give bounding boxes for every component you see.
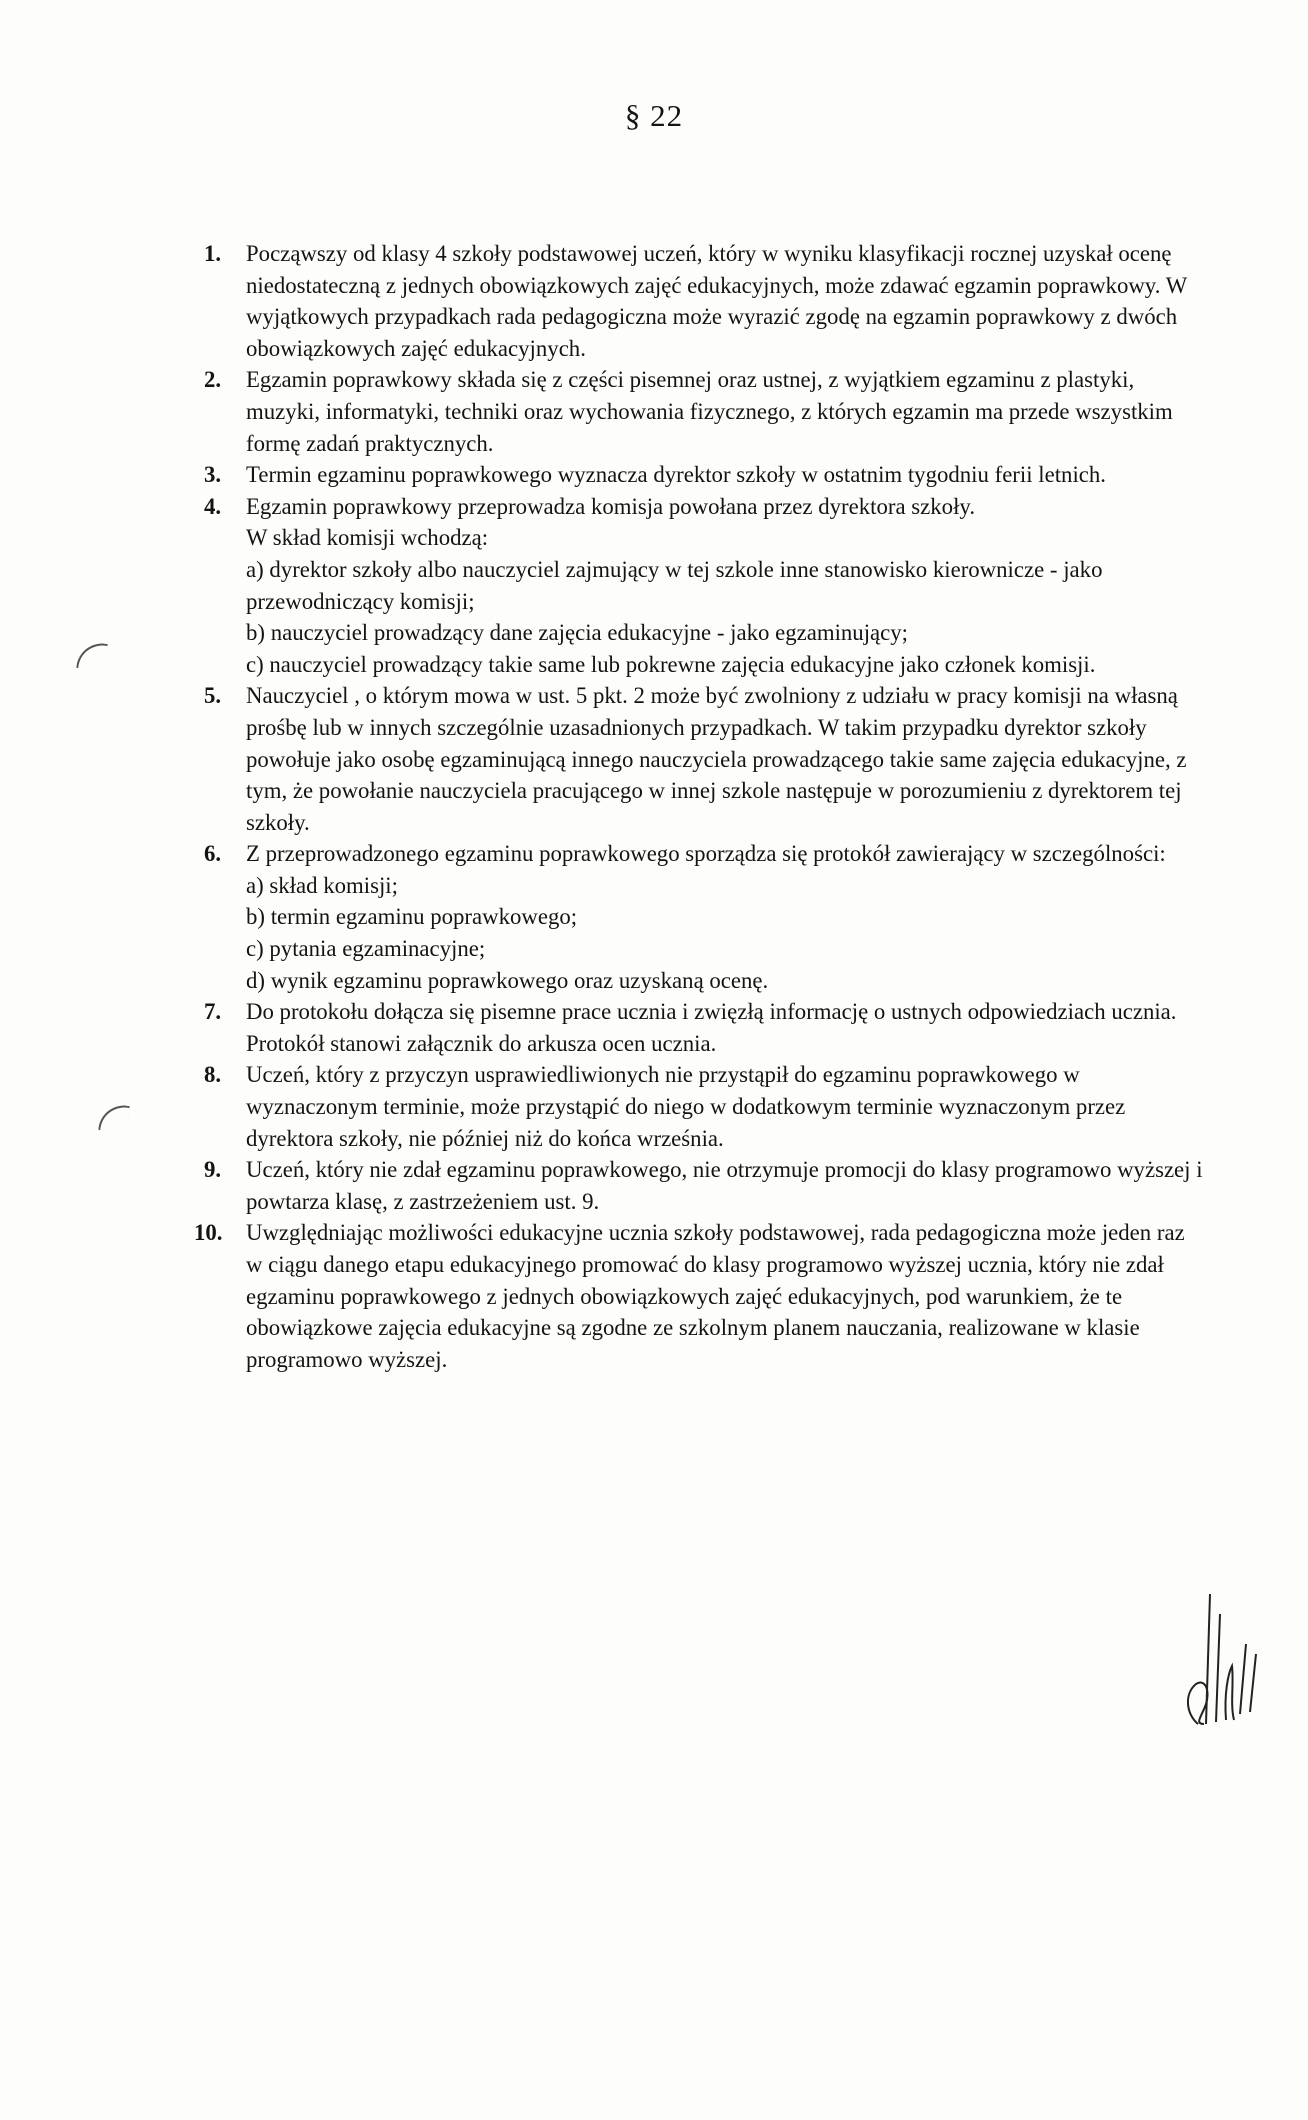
list-item-number: 8. <box>204 1062 222 1088</box>
paragraph-text: Egzamin poprawkowy przeprowadza komisja powołana przez dyrektora szkoły. <box>246 493 976 519</box>
binding-mark-top <box>76 640 108 672</box>
list-item <box>204 1154 1204 1217</box>
paragraph-text: Nauczyciel , o którym mowa w ust. 5 pkt. 2 może być zwolniony z udziału w pracy komisji na własną prośbę lub w innych szczególnie uzasadnionych przypadkach. W takim przypadku dyrektor szkoły powołuje jako osobę egzaminującą innego nauczyciela prowadzącego takie same zajęcia edukacyjne, z tym, że powołanie nauczyciela pracującego w innej szkole następuje w porozumieniu z dyrektorem tej szkoły. <box>246 683 1187 835</box>
sub-point-text: c) pytania egzaminacyjne; <box>246 936 486 962</box>
sub-point-text: b) termin egzaminu poprawkowego; <box>246 904 578 930</box>
paragraph-text: Począwszy od klasy 4 szkoły podstawowej uczeń, który w wyniku klasyfikacji rocznej uzyskał ocenę niedostateczną z jednych obowiązkowych zajęć edukacyjnych, może zdawać egzamin poprawkowy. W wyjątkowych przypadkach rada pedagogiczna może wyrazić zgodę na egzamin poprawkowy z dwóch obowiązkowych zajęć edukacyjnych. <box>246 241 1187 361</box>
list-item-number: 9. <box>204 1157 222 1183</box>
list-item <box>204 238 1204 364</box>
sub-point-text: c) nauczyciel prowadzący takie same lub pokrewne zajęcia edukacyjne jako członek komisji. <box>246 651 1096 677</box>
paragraph-text: Uwzględniając możliwości edukacyjne ucznia szkoły podstawowej, rada pedagogiczna może jeden raz w ciągu danego etapu edukacyjnego promować do klasy programowo wyższej ucznia, który nie zdał egzaminu poprawkowego z jednych obowiązkowych zajęć edukacyjnych, pod warunkiem, że te obowiązkowe zajęcia edukacyjne są zgodne ze szkolnym planem nauczania, realizowane w klasie programowo wyższej. <box>246 1220 1185 1372</box>
list-item <box>194 1217 1204 1375</box>
list-item <box>204 459 1204 491</box>
list-item-number: 3. <box>204 462 222 488</box>
document-body <box>194 238 1204 1375</box>
list-item <box>204 364 1204 459</box>
list-item <box>204 1059 1204 1154</box>
list-item-number: 2. <box>204 367 222 393</box>
sub-point-text: d) wynik egzaminu poprawkowego oraz uzyskaną ocenę. <box>246 967 769 993</box>
list-item-number: 5. <box>204 683 222 709</box>
list-item-number: 6. <box>204 841 222 867</box>
sub-point-text: a) dyrektor szkoły albo nauczyciel zajmujący w tej szkole inne stanowisko kierownicze - jako przewodniczący komisji; <box>246 556 1103 614</box>
section-heading: § 22 <box>624 98 684 133</box>
list-item-number: 4. <box>204 493 222 519</box>
list-item <box>204 996 1204 1059</box>
paragraph-text: Uczeń, który nie zdał egzaminu poprawkowego, nie otrzymuje promocji do klasy programowo wyższej i powtarza klasę, z zastrzeżeniem ust. 9. <box>246 1157 1203 1214</box>
list-item <box>204 491 1204 681</box>
list-item-number: 1. <box>204 241 222 266</box>
list-item-number: 10. <box>194 1220 223 1246</box>
sub-point-text: b) nauczyciel prowadzący dane zajęcia edukacyjne - jako egzaminujący; <box>246 620 909 646</box>
paragraph-text: Z przeprowadzonego egzaminu poprawkowego sporządza się protokół zawierający w szczególności: <box>246 841 1166 867</box>
list-item <box>204 680 1204 838</box>
paragraph-text: Termin egzaminu poprawkowego wyznacza dyrektor szkoły w ostatnim tygodniu ferii letnich. <box>246 462 1107 488</box>
binding-mark-bottom <box>98 1102 130 1134</box>
paragraph-text: W skład komisji wchodzą: <box>246 525 489 551</box>
handwritten-signature <box>1176 1574 1266 1734</box>
paragraph-text: Egzamin poprawkowy składa się z części pisemnej oraz ustnej, z wyjątkiem egzaminu z plastyki, muzyki, informatyki, techniki oraz wychowania fizycznego, z których egzamin ma przede wszystkim formę zadań praktycznych. <box>246 367 1173 456</box>
paragraph-text: Do protokołu dołącza się pisemne prace ucznia i zwięzłą informację o ustnych odpowiedziach ucznia. Protokół stanowi załącznik do arkusza ocen ucznia. <box>246 999 1177 1056</box>
list-item <box>204 838 1204 996</box>
sub-point-text: a) skład komisji; <box>246 872 398 898</box>
list-item-number: 7. <box>204 999 222 1025</box>
paragraph-text: Uczeń, który z przyczyn usprawiedliwionych nie przystąpił do egzaminu poprawkowego w wyznaczonym terminie, może przystąpić do niego w dodatkowym terminie wyznaczonym przez dyrektora szkoły, nie później niż do końca września. <box>246 1062 1126 1151</box>
